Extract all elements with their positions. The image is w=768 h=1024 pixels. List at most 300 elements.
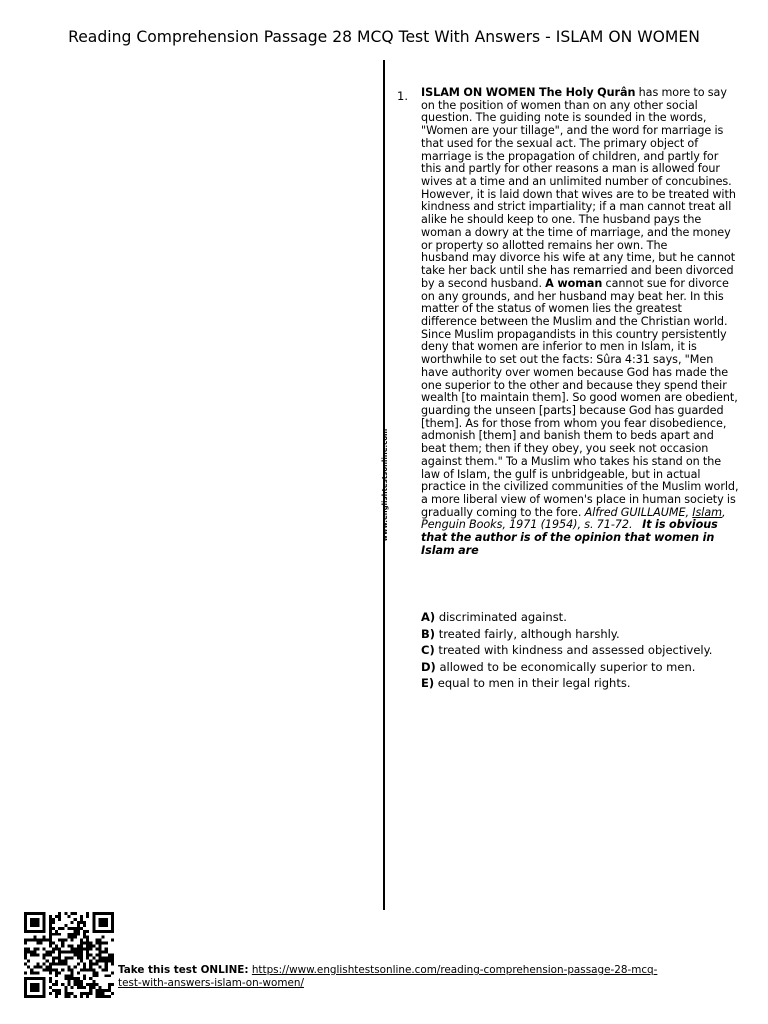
qr-module xyxy=(108,956,111,959)
qr-module xyxy=(61,951,64,954)
qr-module xyxy=(105,989,108,992)
qr-module xyxy=(83,965,86,968)
qr-module xyxy=(105,995,108,998)
qr-module xyxy=(33,930,36,933)
qr-module xyxy=(40,912,43,915)
qr-module xyxy=(98,992,101,995)
qr-module xyxy=(92,983,95,986)
qr-module xyxy=(95,971,98,974)
citation-author: Alfred GUILLAUME, xyxy=(584,505,693,519)
qr-module xyxy=(86,930,89,933)
qr-module xyxy=(58,915,61,918)
qr-module xyxy=(33,924,36,927)
qr-module xyxy=(52,983,55,986)
qr-module xyxy=(95,962,98,965)
test-link-line-1: https://www.englishtestsonline.com/reading-comprehension-passage-28-mcq- xyxy=(251,964,658,976)
qr-module xyxy=(77,948,80,951)
qr-module xyxy=(80,954,83,957)
qr-module xyxy=(86,992,89,995)
qr-module xyxy=(36,989,39,992)
qr-module xyxy=(98,921,101,924)
option-text: allowed to be economically superior to men. xyxy=(439,659,696,674)
qr-module xyxy=(30,983,33,986)
qr-module xyxy=(33,983,36,986)
qr-module xyxy=(43,962,46,965)
qr-module xyxy=(95,989,98,992)
option-letter: C) xyxy=(421,643,435,657)
qr-module xyxy=(46,968,49,971)
qr-module xyxy=(49,992,52,995)
qr-module xyxy=(108,986,111,989)
option-c[interactable] xyxy=(421,642,741,659)
qr-module xyxy=(67,956,70,959)
qr-module xyxy=(77,945,80,948)
qr-module xyxy=(33,995,36,998)
qr-module xyxy=(52,968,55,971)
qr-module xyxy=(67,983,70,986)
qr-module xyxy=(67,927,70,930)
qr-module xyxy=(43,954,46,957)
qr-module xyxy=(61,942,64,945)
qr-module xyxy=(58,959,61,962)
qr-module xyxy=(111,924,114,927)
qr-module xyxy=(36,924,39,927)
qr-module xyxy=(24,971,27,974)
qr-module xyxy=(30,921,33,924)
qr-module xyxy=(111,921,114,924)
qr-module xyxy=(74,930,77,933)
qr-module xyxy=(33,971,36,974)
qr-module xyxy=(24,921,27,924)
qr-module xyxy=(98,995,101,998)
qr-module xyxy=(27,977,30,980)
qr-module xyxy=(111,971,114,974)
qr-module xyxy=(64,992,67,995)
qr-module xyxy=(43,980,46,983)
qr-module xyxy=(71,992,74,995)
qr-module xyxy=(83,968,86,971)
qr-module xyxy=(111,956,114,959)
qr-module xyxy=(83,936,86,939)
qr-module xyxy=(80,942,83,945)
qr-module xyxy=(52,989,55,992)
option-text: discriminated against. xyxy=(438,610,567,624)
qr-module xyxy=(24,986,27,989)
qr-module xyxy=(92,930,95,933)
qr-module xyxy=(71,951,74,954)
qr-module xyxy=(58,918,61,921)
qr-module xyxy=(98,959,101,962)
qr-module xyxy=(43,948,46,951)
qr-module xyxy=(24,942,27,945)
qr-module xyxy=(24,915,27,918)
qr-module xyxy=(71,948,74,951)
qr-module xyxy=(80,980,83,983)
qr-module xyxy=(86,912,89,915)
qr-module xyxy=(40,965,43,968)
qr-module xyxy=(64,962,67,965)
question-prompt: It is obvious that the author is of the opinion that women in Islam are xyxy=(421,518,718,557)
qr-module xyxy=(95,942,98,945)
qr-module xyxy=(67,936,70,939)
qr-module xyxy=(30,930,33,933)
qr-module xyxy=(33,921,36,924)
qr-module xyxy=(86,968,89,971)
qr-module xyxy=(43,921,46,924)
qr-module xyxy=(83,921,86,924)
qr-module xyxy=(55,974,58,977)
qr-module xyxy=(80,983,83,986)
qr-code-icon[interactable] xyxy=(24,912,114,998)
qr-module xyxy=(92,971,95,974)
qr-module xyxy=(98,924,101,927)
qr-module xyxy=(27,912,30,915)
qr-module xyxy=(89,954,92,957)
qr-module xyxy=(52,918,55,921)
qr-module xyxy=(86,951,89,954)
qr-module xyxy=(64,959,67,962)
qr-module xyxy=(43,927,46,930)
qr-module xyxy=(83,977,86,980)
qr-module xyxy=(33,977,36,980)
qr-module xyxy=(49,980,52,983)
qr-module xyxy=(24,924,27,927)
qr-module xyxy=(83,930,86,933)
qr-module xyxy=(86,936,89,939)
qr-module xyxy=(49,915,52,918)
qr-module xyxy=(61,927,64,930)
qr-module xyxy=(74,927,77,930)
qr-module xyxy=(77,977,80,980)
qr-module xyxy=(71,912,74,915)
qr-module xyxy=(92,912,95,915)
footer-label: Take this test ONLINE: xyxy=(118,964,249,976)
qr-module xyxy=(61,983,64,986)
qr-module xyxy=(98,948,101,951)
qr-module xyxy=(86,995,89,998)
option-d[interactable] xyxy=(421,659,741,676)
qr-module xyxy=(30,995,33,998)
qr-module xyxy=(55,992,58,995)
qr-module xyxy=(33,936,36,939)
qr-module xyxy=(67,968,70,971)
qr-module xyxy=(24,948,27,951)
qr-module xyxy=(30,986,33,989)
qr-module xyxy=(80,927,83,930)
qr-module xyxy=(24,912,27,915)
qr-module xyxy=(67,933,70,936)
qr-module xyxy=(58,951,61,954)
footer xyxy=(118,964,718,989)
qr-module xyxy=(105,974,108,977)
qr-module xyxy=(74,995,77,998)
qr-module xyxy=(95,983,98,986)
qr-module xyxy=(33,912,36,915)
qr-module xyxy=(24,930,27,933)
qr-module xyxy=(58,962,61,965)
qr-module xyxy=(111,962,114,965)
qr-module xyxy=(92,974,95,977)
qr-module xyxy=(49,927,52,930)
qr-module xyxy=(102,992,105,995)
answer-options xyxy=(421,609,741,692)
qr-module xyxy=(92,945,95,948)
qr-module xyxy=(49,971,52,974)
qr-module xyxy=(98,942,101,945)
option-b[interactable] xyxy=(421,626,741,643)
qr-module xyxy=(33,918,36,921)
qr-module xyxy=(46,954,49,957)
qr-module xyxy=(61,945,64,948)
qr-module xyxy=(55,956,58,959)
qr-module xyxy=(98,986,101,989)
qr-module xyxy=(58,933,61,936)
option-a[interactable] xyxy=(421,609,741,626)
qr-module xyxy=(33,986,36,989)
qr-module xyxy=(77,921,80,924)
qr-module xyxy=(61,939,64,942)
passage-bold-phrase: A woman xyxy=(545,276,603,290)
qr-module xyxy=(52,933,55,936)
qr-module xyxy=(92,956,95,959)
qr-module xyxy=(27,965,30,968)
qr-module xyxy=(89,945,92,948)
qr-module xyxy=(111,959,114,962)
qr-module xyxy=(92,915,95,918)
qr-module xyxy=(24,956,27,959)
qr-module xyxy=(83,933,86,936)
citation-book: Islam xyxy=(692,505,722,519)
qr-module xyxy=(49,951,52,954)
qr-module xyxy=(36,962,39,965)
qr-module xyxy=(43,930,46,933)
qr-module xyxy=(33,939,36,942)
qr-module xyxy=(105,930,108,933)
qr-module xyxy=(58,939,61,942)
qr-module xyxy=(108,989,111,992)
qr-module xyxy=(24,989,27,992)
qr-module xyxy=(43,983,46,986)
qr-module xyxy=(43,977,46,980)
qr-module xyxy=(36,939,39,942)
qr-module xyxy=(111,918,114,921)
qr-module xyxy=(64,956,67,959)
qr-module xyxy=(111,912,114,915)
qr-module xyxy=(64,939,67,942)
qr-module xyxy=(71,936,74,939)
qr-module xyxy=(24,983,27,986)
qr-module xyxy=(98,951,101,954)
qr-module xyxy=(49,968,52,971)
qr-module xyxy=(71,927,74,930)
option-text: treated with kindness and assessed objectively. xyxy=(438,643,713,657)
qr-module xyxy=(83,948,86,951)
qr-module xyxy=(92,924,95,927)
qr-module xyxy=(24,980,27,983)
qr-module xyxy=(43,915,46,918)
qr-module xyxy=(105,942,108,945)
qr-module xyxy=(86,983,89,986)
qr-module xyxy=(92,927,95,930)
qr-module xyxy=(108,959,111,962)
option-letter: A) xyxy=(421,610,436,624)
qr-module xyxy=(67,945,70,948)
qr-module xyxy=(71,968,74,971)
qr-module xyxy=(64,912,67,915)
passage-text-2: husband may divorce his wife at any time, but he cannot take her back until she has remarried and been divorced by a second husband. xyxy=(421,251,736,290)
passage-text-1: has more to say on the position of women than on any other social question. The guiding note is sounded in the words, "Women are your tillage", and the word for marriage is that used for the sexual act. The primary object of marriage is the propagation of children, and partly for this and partly for other reasons a man is allowed four wives at a time and an unlimited number of concubines. However, it is laid down that wives are to be treated with kindness and strict impartiality; if a man cannot treat all alike he should keep to one. The husband pays the woman a dowry at the time of marriage, and the money or property so allotted remains her own. The xyxy=(421,86,736,252)
qr-module xyxy=(49,977,52,980)
qr-module xyxy=(83,962,86,965)
qr-module xyxy=(27,995,30,998)
qr-module xyxy=(49,986,52,989)
qr-module xyxy=(80,986,83,989)
qr-module xyxy=(55,989,58,992)
qr-module xyxy=(36,942,39,945)
qr-module xyxy=(52,962,55,965)
qr-module xyxy=(105,912,108,915)
question-number: 1. xyxy=(397,89,408,103)
qr-module xyxy=(86,942,89,945)
qr-module xyxy=(105,924,108,927)
qr-module xyxy=(49,942,52,945)
option-text: treated fairly, although harshly. xyxy=(438,626,620,641)
qr-module xyxy=(77,930,80,933)
qr-module xyxy=(71,977,74,980)
qr-module xyxy=(30,968,33,971)
qr-module xyxy=(111,939,114,942)
qr-module xyxy=(92,980,95,983)
qr-module xyxy=(80,918,83,921)
qr-module xyxy=(98,945,101,948)
option-letter: B) xyxy=(421,626,436,641)
qr-module xyxy=(55,962,58,965)
qr-module xyxy=(108,995,111,998)
qr-module xyxy=(95,930,98,933)
qr-module xyxy=(89,992,92,995)
qr-module xyxy=(95,948,98,951)
qr-module xyxy=(55,933,58,936)
qr-module xyxy=(102,959,105,962)
qr-module xyxy=(92,968,95,971)
qr-module xyxy=(89,977,92,980)
qr-module xyxy=(98,918,101,921)
qr-module xyxy=(74,983,77,986)
qr-module xyxy=(108,954,111,957)
qr-module xyxy=(36,983,39,986)
qr-module xyxy=(43,936,46,939)
qr-module xyxy=(61,962,64,965)
qr-module xyxy=(49,921,52,924)
qr-module xyxy=(89,968,92,971)
qr-module xyxy=(55,968,58,971)
qr-module xyxy=(89,965,92,968)
qr-module xyxy=(40,995,43,998)
qr-module xyxy=(55,980,58,983)
qr-module xyxy=(80,951,83,954)
qr-module xyxy=(108,974,111,977)
qr-module xyxy=(55,930,58,933)
qr-module xyxy=(58,912,61,915)
site-watermark-text: www.englishtestsonline.com xyxy=(381,428,389,542)
qr-module xyxy=(46,965,49,968)
qr-module xyxy=(105,959,108,962)
qr-module xyxy=(55,915,58,918)
qr-module xyxy=(89,989,92,992)
qr-module xyxy=(30,971,33,974)
qr-module xyxy=(95,959,98,962)
qr-module xyxy=(95,995,98,998)
qr-module xyxy=(67,915,70,918)
qr-module xyxy=(67,992,70,995)
qr-module xyxy=(55,983,58,986)
qr-module xyxy=(80,915,83,918)
qr-module xyxy=(74,948,77,951)
qr-module xyxy=(71,921,74,924)
qr-module xyxy=(92,986,95,989)
qr-module xyxy=(64,995,67,998)
qr-module xyxy=(77,980,80,983)
qr-module xyxy=(74,936,77,939)
qr-module xyxy=(105,948,108,951)
qr-module xyxy=(95,912,98,915)
qr-module xyxy=(64,986,67,989)
qr-module xyxy=(80,995,83,998)
qr-module xyxy=(46,951,49,954)
qr-module xyxy=(30,912,33,915)
qr-module xyxy=(52,951,55,954)
qr-module xyxy=(49,924,52,927)
qr-module xyxy=(74,933,77,936)
qr-module xyxy=(52,959,55,962)
qr-module xyxy=(33,954,36,957)
qr-module xyxy=(24,918,27,921)
qr-module xyxy=(30,918,33,921)
qr-module xyxy=(71,986,74,989)
qr-module xyxy=(40,939,43,942)
qr-module xyxy=(105,956,108,959)
qr-module xyxy=(27,939,30,942)
qr-module xyxy=(24,939,27,942)
qr-module xyxy=(24,954,27,957)
qr-module xyxy=(86,948,89,951)
qr-module xyxy=(67,995,70,998)
qr-module xyxy=(80,939,83,942)
qr-module xyxy=(74,918,77,921)
qr-module xyxy=(49,918,52,921)
qr-module xyxy=(89,986,92,989)
qr-module xyxy=(102,918,105,921)
qr-module xyxy=(30,951,33,954)
qr-module xyxy=(77,951,80,954)
qr-module xyxy=(95,992,98,995)
qr-module xyxy=(43,918,46,921)
qr-module xyxy=(43,989,46,992)
qr-module xyxy=(58,927,61,930)
qr-module xyxy=(46,939,49,942)
qr-module xyxy=(30,924,33,927)
qr-module xyxy=(40,930,43,933)
qr-module xyxy=(89,948,92,951)
qr-module xyxy=(36,930,39,933)
qr-module xyxy=(98,965,101,968)
qr-module xyxy=(67,965,70,968)
qr-module xyxy=(111,927,114,930)
option-e[interactable] xyxy=(421,675,741,692)
qr-module xyxy=(102,921,105,924)
qr-module xyxy=(43,912,46,915)
qr-module xyxy=(83,974,86,977)
